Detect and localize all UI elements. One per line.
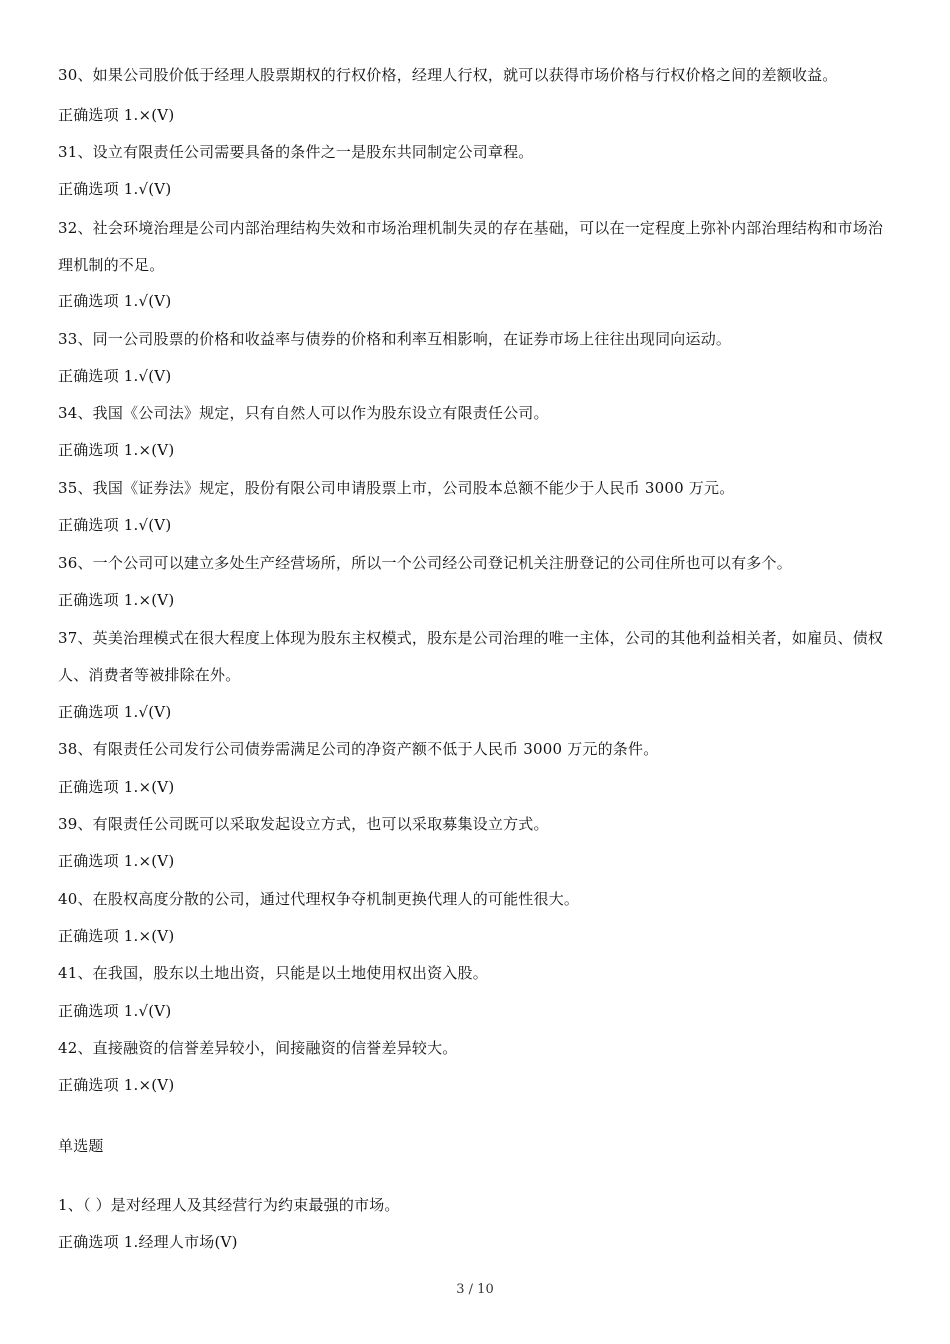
question-39: 39、有限责任公司既可以采取发起设立方式，也可以采取募集设立方式。 bbox=[58, 815, 549, 833]
answer-33: 正确选项 1.√(V) bbox=[58, 367, 172, 385]
question-34: 34、我国《公司法》规定，只有自然人可以作为股东设立有限责任公司。 bbox=[58, 404, 549, 422]
answer-38: 正确选项 1.×(V) bbox=[58, 778, 175, 796]
question-38: 38、有限责任公司发行公司债券需满足公司的净资产额不低于人民币 3000 万元的条件。 bbox=[58, 740, 659, 758]
answer-30: 正确选项 1.×(V) bbox=[58, 106, 175, 124]
question-30: 30、如果公司股价低于经理人股票期权的行权价格，经理人行权，就可以获得市场价格与行权价格之间的差额收益。 bbox=[58, 66, 838, 84]
answer-41: 正确选项 1.√(V) bbox=[58, 1002, 172, 1020]
single-choice-question-1: 1、（ ）是对经理人及其经营行为约束最强的市场。 bbox=[58, 1196, 400, 1214]
section-heading-single-choice: 单选题 bbox=[58, 1137, 104, 1155]
single-choice-answer-1: 正确选项 1.经理人市场(V) bbox=[58, 1233, 238, 1251]
answer-42: 正确选项 1.×(V) bbox=[58, 1076, 175, 1094]
page-number: 3 / 10 bbox=[456, 1282, 494, 1297]
question-41: 41、在我国，股东以土地出资，只能是以土地使用权出资入股。 bbox=[58, 964, 488, 982]
answer-37: 正确选项 1.√(V) bbox=[58, 703, 172, 721]
question-40: 40、在股权高度分散的公司，通过代理权争夺机制更换代理人的可能性很大。 bbox=[58, 890, 580, 908]
answer-31: 正确选项 1.√(V) bbox=[58, 180, 172, 198]
question-36: 36、一个公司可以建立多处生产经营场所，所以一个公司经公司登记机关注册登记的公司住所也可以有多个。 bbox=[58, 554, 792, 572]
question-35: 35、我国《证券法》规定，股份有限公司申请股票上市，公司股本总额不能少于人民币 3000 万元。 bbox=[58, 479, 735, 497]
question-32: 32、社会环境治理是公司内部治理结构失效和市场治理机制失灵的存在基础，可以在一定程度上弥补内部治理结构和市场治理机制的不足。 bbox=[58, 219, 884, 274]
answer-34: 正确选项 1.×(V) bbox=[58, 441, 175, 459]
question-42: 42、直接融资的信誉差异较小，间接融资的信誉差异较大。 bbox=[58, 1039, 458, 1057]
answer-39: 正确选项 1.×(V) bbox=[58, 852, 175, 870]
question-37: 37、英美治理模式在很大程度上体现为股东主权模式，股东是公司治理的唯一主体，公司的其他利益相关者，如雇员、债权人、消费者等被排除在外。 bbox=[58, 629, 884, 684]
answer-36: 正确选项 1.×(V) bbox=[58, 591, 175, 609]
question-31: 31、设立有限责任公司需要具备的条件之一是股东共同制定公司章程。 bbox=[58, 143, 534, 161]
answer-35: 正确选项 1.√(V) bbox=[58, 516, 172, 534]
answer-32: 正确选项 1.√(V) bbox=[58, 292, 172, 310]
question-33: 33、同一公司股票的价格和收益率与债券的价格和利率互相影响，在证券市场上往往出现同向运动。 bbox=[58, 330, 732, 348]
answer-40: 正确选项 1.×(V) bbox=[58, 927, 175, 945]
